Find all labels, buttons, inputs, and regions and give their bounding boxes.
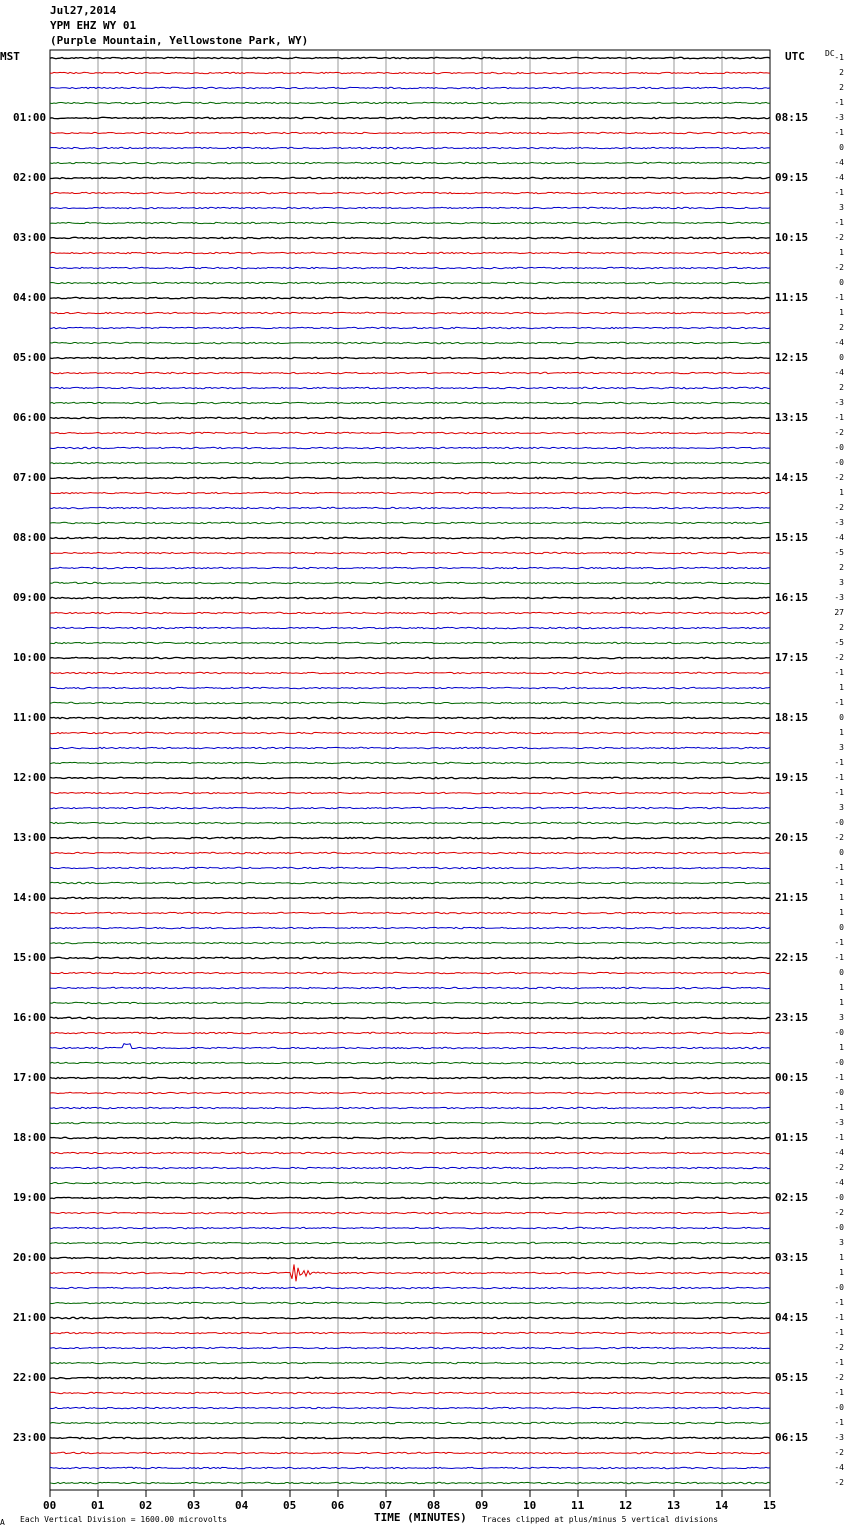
trace-48: [50, 777, 770, 778]
trace-15: [50, 282, 770, 283]
left-time-label: 22:00: [13, 1371, 47, 1384]
trace-7: [50, 162, 770, 163]
trace-28: [50, 477, 770, 478]
trace-75: [50, 1182, 770, 1183]
dc-offset-label: 1: [839, 683, 844, 692]
dc-offset-label: 1: [839, 728, 844, 737]
left-time-label: 16:00: [13, 1011, 47, 1024]
dc-offset-label: -1: [834, 218, 844, 227]
trace-9: [50, 192, 770, 193]
trace-13: [50, 252, 770, 253]
trace-22: [50, 387, 770, 388]
right-time-label: 15:15: [775, 531, 809, 544]
trace-16: [50, 297, 770, 298]
dc-offset-label: 1: [839, 908, 844, 917]
trace-6: [50, 147, 770, 148]
trace-86: [50, 1347, 770, 1348]
trace-60: [50, 957, 770, 958]
trace-67: [50, 1062, 770, 1063]
trace-20: [50, 357, 770, 358]
dc-offset-label: 1: [839, 983, 844, 992]
dc-offset-label: -0: [834, 818, 844, 827]
dc-offset-label: -2: [834, 1208, 844, 1217]
trace-80: [50, 1257, 770, 1258]
right-time-label: 19:15: [775, 771, 809, 784]
dc-offset-label: 1: [839, 893, 844, 902]
dc-offset-label: -2: [834, 263, 844, 272]
dc-offset-label: 3: [839, 1013, 844, 1022]
left-time-label: 10:00: [13, 651, 47, 664]
dc-offset-label: -0: [834, 1028, 844, 1037]
left-time-label: 05:00: [13, 351, 47, 364]
trace-41: [50, 672, 770, 673]
trace-10: [50, 207, 770, 208]
dc-offset-label: -1: [834, 1073, 844, 1082]
trace-26: [50, 447, 770, 448]
trace-4: [50, 117, 770, 118]
dc-offset-label: 1: [839, 1043, 844, 1052]
left-time-label: 07:00: [13, 471, 47, 484]
left-timezone-label: MST: [0, 50, 20, 63]
left-time-label: 19:00: [13, 1191, 47, 1204]
trace-19: [50, 342, 770, 343]
right-time-label: 10:15: [775, 231, 809, 244]
trace-8: [50, 177, 770, 178]
scale-note: Each Vertical Division = 1600.00 microvolts: [20, 1515, 228, 1524]
trace-66: [50, 1044, 770, 1049]
trace-33: [50, 552, 770, 553]
dc-offset-label: -0: [834, 1403, 844, 1412]
dc-offset-label: -1: [834, 1298, 844, 1307]
trace-35: [50, 582, 770, 583]
trace-40: [50, 657, 770, 658]
trace-59: [50, 942, 770, 943]
right-time-label: 18:15: [775, 711, 809, 724]
trace-30: [50, 507, 770, 508]
trace-1: [50, 72, 770, 73]
x-tick-label: 11: [571, 1499, 585, 1512]
dc-offset-label: 0: [839, 353, 844, 362]
trace-34: [50, 567, 770, 568]
dc-offset-label: 3: [839, 743, 844, 752]
trace-44: [50, 717, 770, 718]
trace-24: [50, 417, 770, 418]
trace-50: [50, 807, 770, 808]
trace-79: [50, 1242, 770, 1243]
right-time-label: 14:15: [775, 471, 809, 484]
x-tick-label: 00: [43, 1499, 57, 1512]
dc-offset-label: 1: [839, 1268, 844, 1277]
trace-29: [50, 492, 770, 493]
right-time-label: 16:15: [775, 591, 809, 604]
dc-offset-label: -1: [834, 668, 844, 677]
trace-78: [50, 1227, 770, 1228]
trace-32: [50, 537, 770, 538]
left-time-label: 08:00: [13, 531, 47, 544]
trace-81: [50, 1264, 770, 1281]
right-time-label: 11:15: [775, 291, 809, 304]
left-time-label: 01:00: [13, 111, 47, 124]
dc-offset-label: -2: [834, 473, 844, 482]
x-tick-label: 09: [475, 1499, 489, 1512]
x-tick-label: 01: [91, 1499, 105, 1512]
right-time-label: 05:15: [775, 1371, 809, 1384]
trace-89: [50, 1392, 770, 1393]
dc-offset-label: -1: [834, 1328, 844, 1337]
trace-68: [50, 1077, 770, 1078]
trace-88: [50, 1377, 770, 1378]
right-time-label: 23:15: [775, 1011, 809, 1024]
dc-offset-label: -2: [834, 233, 844, 242]
trace-62: [50, 987, 770, 988]
dc-offset-label: -0: [834, 443, 844, 452]
trace-94: [50, 1467, 770, 1468]
trace-57: [50, 912, 770, 913]
location-label: (Purple Mountain, Yellowstone Park, WY): [50, 34, 309, 47]
dc-offset-label: -3: [834, 113, 844, 122]
dc-offset-label: 1: [839, 1253, 844, 1262]
dc-offset-label: -3: [834, 398, 844, 407]
dc-offset-label: 3: [839, 803, 844, 812]
dc-offset-label: -1: [834, 878, 844, 887]
dc-offset-label: -2: [834, 833, 844, 842]
x-tick-label: 06: [331, 1499, 345, 1512]
dc-offset-label: 0: [839, 143, 844, 152]
left-time-label: 14:00: [13, 891, 47, 904]
right-time-label: 20:15: [775, 831, 809, 844]
trace-21: [50, 372, 770, 373]
dc-offset-label: 2: [839, 563, 844, 572]
trace-18: [50, 327, 770, 328]
trace-71: [50, 1122, 770, 1123]
trace-52: [50, 837, 770, 838]
trace-27: [50, 462, 770, 463]
dc-offset-label: -1: [834, 953, 844, 962]
trace-0: [50, 57, 770, 58]
dc-offset-label: 27: [834, 608, 844, 617]
trace-12: [50, 237, 770, 238]
trace-55: [50, 882, 770, 883]
dc-offset-label: 0: [839, 923, 844, 932]
trace-36: [50, 597, 770, 598]
dc-offset-label: -4: [834, 1463, 844, 1472]
dc-offset-label: -1: [834, 1103, 844, 1112]
left-time-label: 11:00: [13, 711, 47, 724]
dc-offset-label: 2: [839, 383, 844, 392]
dc-offset-label: -1: [834, 863, 844, 872]
right-time-label: 12:15: [775, 351, 809, 364]
x-tick-label: 08: [427, 1499, 441, 1512]
left-time-label: 09:00: [13, 591, 47, 604]
trace-11: [50, 222, 770, 223]
clip-note: Traces clipped at plus/minus 5 vertical divisions: [482, 1515, 719, 1524]
left-time-label: 15:00: [13, 951, 47, 964]
dc-offset-label: -1: [834, 53, 844, 62]
dc-offset-label: -2: [834, 1343, 844, 1352]
x-tick-label: 04: [235, 1499, 249, 1512]
x-tick-label: 15: [763, 1499, 777, 1512]
trace-90: [50, 1407, 770, 1408]
dc-offset-label: 3: [839, 578, 844, 587]
right-time-label: 22:15: [775, 951, 809, 964]
trace-5: [50, 132, 770, 133]
x-tick-label: 05: [283, 1499, 297, 1512]
trace-14: [50, 267, 770, 268]
left-time-label: 23:00: [13, 1431, 47, 1444]
right-time-label: 13:15: [775, 411, 809, 424]
dc-offset-label: 2: [839, 68, 844, 77]
dc-offset-label: -4: [834, 368, 844, 377]
dc-offset-label: 1: [839, 488, 844, 497]
trace-49: [50, 792, 770, 793]
trace-74: [50, 1167, 770, 1168]
dc-offset-label: -0: [834, 1058, 844, 1067]
dc-offset-label: -2: [834, 1448, 844, 1457]
dc-offset-label: -2: [834, 1478, 844, 1487]
dc-offset-label: 1: [839, 998, 844, 1007]
dc-offset-label: -0: [834, 1283, 844, 1292]
trace-51: [50, 822, 770, 823]
dc-offset-label: -1: [834, 1358, 844, 1367]
trace-64: [50, 1017, 770, 1018]
dc-offset-label: -2: [834, 1163, 844, 1172]
dc-offset-label: -2: [834, 503, 844, 512]
trace-95: [50, 1482, 770, 1483]
date-label: Jul27,2014: [50, 4, 117, 17]
left-time-label: 02:00: [13, 171, 47, 184]
dc-offset-label: -2: [834, 653, 844, 662]
left-time-label: 20:00: [13, 1251, 47, 1264]
x-tick-label: 10: [523, 1499, 537, 1512]
dc-offset-label: -1: [834, 698, 844, 707]
dc-offset-label: -3: [834, 1433, 844, 1442]
x-axis-label: TIME (MINUTES): [374, 1511, 467, 1524]
dc-offset-label: 0: [839, 713, 844, 722]
left-time-label: 04:00: [13, 291, 47, 304]
dc-offset-label: 2: [839, 623, 844, 632]
trace-31: [50, 522, 770, 523]
dc-offset-label: 0: [839, 968, 844, 977]
trace-76: [50, 1197, 770, 1198]
right-time-label: 06:15: [775, 1431, 809, 1444]
dc-offset-label: 1: [839, 248, 844, 257]
trace-65: [50, 1032, 770, 1033]
dc-offset-label: -4: [834, 1148, 844, 1157]
x-axis-ticks: [50, 1490, 770, 1497]
x-tick-label: 03: [187, 1499, 201, 1512]
dc-offset-label: -4: [834, 173, 844, 182]
trace-61: [50, 972, 770, 973]
dc-offset-label: 2: [839, 83, 844, 92]
trace-82: [50, 1287, 770, 1288]
dc-offset-label: -1: [834, 128, 844, 137]
right-time-label: 09:15: [775, 171, 809, 184]
dc-offset-label: 1: [839, 308, 844, 317]
dc-offset-label: -1: [834, 773, 844, 782]
trace-54: [50, 867, 770, 868]
trace-83: [50, 1302, 770, 1303]
dc-offset-label: -4: [834, 158, 844, 167]
dc-offset-label: -1: [834, 788, 844, 797]
trace-85: [50, 1332, 770, 1333]
trace-47: [50, 762, 770, 763]
x-tick-label: 02: [139, 1499, 153, 1512]
trace-92: [50, 1437, 770, 1438]
left-time-label: 03:00: [13, 231, 47, 244]
right-timezone-label: UTC: [785, 50, 805, 63]
dc-offset-label: 3: [839, 203, 844, 212]
left-time-label: 17:00: [13, 1071, 47, 1084]
dc-label: DC: [825, 49, 835, 58]
dc-offset-label: -1: [834, 188, 844, 197]
x-tick-label: 13: [667, 1499, 681, 1512]
right-time-label: 21:15: [775, 891, 809, 904]
trace-lines: [50, 57, 770, 1483]
trace-87: [50, 1362, 770, 1363]
dc-offset-label: -1: [834, 1388, 844, 1397]
dc-offset-label: 2: [839, 323, 844, 332]
station-label: YPM EHZ WY 01: [50, 19, 137, 32]
dc-offset-label: -1: [834, 758, 844, 767]
dc-offset-label: -0: [834, 1088, 844, 1097]
trace-70: [50, 1107, 770, 1108]
dc-offset-label: -1: [834, 293, 844, 302]
trace-58: [50, 927, 770, 928]
dc-offset-label: -0: [834, 1193, 844, 1202]
dc-offset-label: -1: [834, 1313, 844, 1322]
dc-offset-label: 3: [839, 1238, 844, 1247]
right-time-label: 01:15: [775, 1131, 809, 1144]
x-tick-label: 12: [619, 1499, 633, 1512]
trace-23: [50, 402, 770, 403]
trace-84: [50, 1317, 770, 1318]
dc-offset-label: -1: [834, 938, 844, 947]
trace-17: [50, 312, 770, 313]
trace-63: [50, 1002, 770, 1003]
x-tick-label: 14: [715, 1499, 729, 1512]
left-time-label: 18:00: [13, 1131, 47, 1144]
trace-53: [50, 852, 770, 853]
dc-offset-label: -2: [834, 1373, 844, 1382]
trace-69: [50, 1092, 770, 1093]
trace-93: [50, 1452, 770, 1453]
left-time-label: 21:00: [13, 1311, 47, 1324]
right-time-label: 02:15: [775, 1191, 809, 1204]
trace-3: [50, 102, 770, 103]
dc-offset-label: 0: [839, 848, 844, 857]
right-time-label: 00:15: [775, 1071, 809, 1084]
corner-mark: A: [0, 1518, 5, 1527]
dc-offset-label: -1: [834, 98, 844, 107]
trace-2: [50, 87, 770, 88]
dc-offset-label: -0: [834, 1223, 844, 1232]
dc-offset-label: -4: [834, 1178, 844, 1187]
left-time-label: 13:00: [13, 831, 47, 844]
trace-38: [50, 627, 770, 628]
dc-offset-label: -2: [834, 428, 844, 437]
x-tick-label: 07: [379, 1499, 393, 1512]
dc-offset-label: -3: [834, 593, 844, 602]
dc-offset-label: -5: [834, 638, 844, 647]
dc-offset-label: -1: [834, 1418, 844, 1427]
trace-43: [50, 702, 770, 703]
trace-45: [50, 732, 770, 733]
dc-offset-label: -3: [834, 1118, 844, 1127]
left-time-label: 12:00: [13, 771, 47, 784]
dc-offset-label: -4: [834, 533, 844, 542]
dc-offset-label: -1: [834, 413, 844, 422]
left-time-label: 06:00: [13, 411, 47, 424]
trace-46: [50, 747, 770, 748]
dc-offset-label: -5: [834, 548, 844, 557]
dc-offset-label: 0: [839, 278, 844, 287]
dc-offset-label: -3: [834, 518, 844, 527]
trace-91: [50, 1422, 770, 1423]
trace-72: [50, 1137, 770, 1138]
trace-37: [50, 612, 770, 613]
right-time-label: 03:15: [775, 1251, 809, 1264]
trace-73: [50, 1152, 770, 1153]
dc-offset-label: -0: [834, 458, 844, 467]
right-time-label: 17:15: [775, 651, 809, 664]
trace-77: [50, 1212, 770, 1213]
dc-offset-label: -1: [834, 1133, 844, 1142]
dc-offset-label: -4: [834, 338, 844, 347]
trace-42: [50, 687, 770, 688]
right-time-label: 04:15: [775, 1311, 809, 1324]
trace-56: [50, 897, 770, 898]
right-time-label: 08:15: [775, 111, 809, 124]
trace-25: [50, 432, 770, 433]
trace-39: [50, 642, 770, 643]
